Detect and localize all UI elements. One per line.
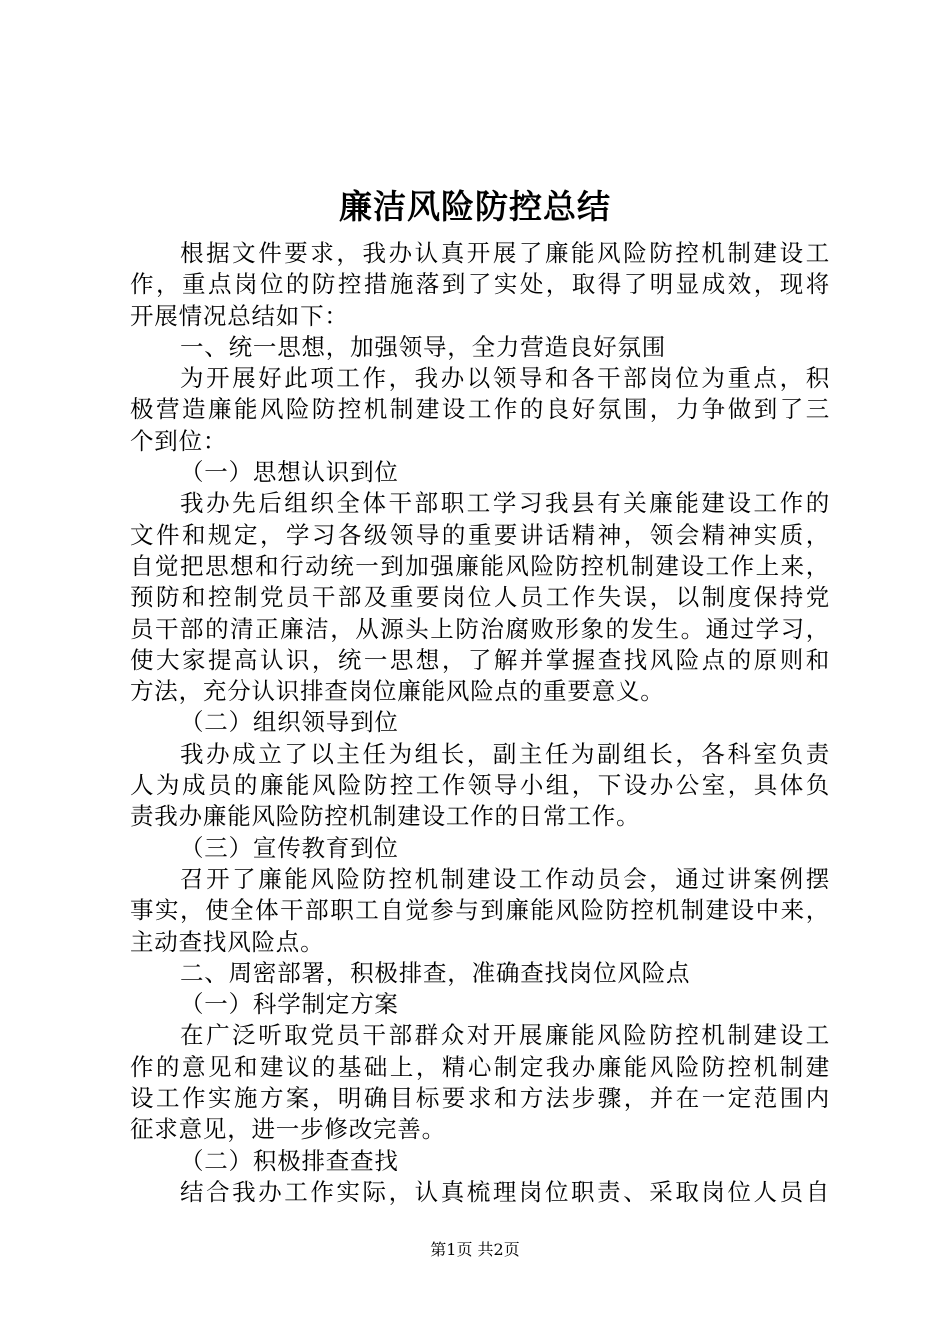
section-heading: 二、周密部署，积极排查，准确查找岗位风险点 [180, 958, 691, 987]
paragraph-line: 责我办廉能风险防控机制建设工作的日常工作。 [130, 802, 641, 831]
paragraph-line: 主动查找风险点。 [130, 927, 325, 956]
paragraph-line: 员干部的清正廉洁，从源头上防治腐败形象的发生。通过学习， [130, 614, 830, 643]
paragraph-line: 事实，使全体干部职工自觉参与到廉能风险防控机制建设中来， [130, 896, 830, 925]
paragraph-line: 为开展好此项工作，我办以领导和各干部岗位为重点，积 [180, 364, 830, 393]
subsection-heading: （三）宣传教育到位 [180, 833, 399, 862]
subsection-heading: （一）科学制定方案 [180, 990, 399, 1019]
subsection-heading: （二）积极排查查找 [180, 1146, 399, 1175]
paragraph-line: 使大家提高认识，统一思想，了解并掌握查找风险点的原则和 [130, 645, 830, 674]
paragraph-line: 设工作实施方案，明确目标要求和方法步骤，并在一定范围内 [130, 1084, 830, 1113]
paragraph-line: 我办先后组织全体干部职工学习我县有关廉能建设工作的 [180, 489, 830, 518]
paragraph-line: 结合我办工作实际，认真梳理岗位职责、采取岗位人员自 [180, 1177, 830, 1206]
paragraph-line: 个到位： [130, 426, 228, 455]
document-body [130, 238, 830, 1208]
paragraph-line: 人为成员的廉能风险防控工作领导小组，下设办公室，具体负 [130, 771, 830, 800]
paragraph-line: 文件和规定，学习各级领导的重要讲话精神，领会精神实质， [130, 520, 830, 549]
paragraph-line: 作的意见和建议的基础上，精心制定我办廉能风险防控机制建 [130, 1052, 830, 1081]
paragraph-line: 开展情况总结如下： [130, 301, 349, 330]
subsection-heading: （一）思想认识到位 [180, 458, 399, 487]
paragraph-line: 极营造廉能风险防控机制建设工作的良好氛围，力争做到了三 [130, 395, 830, 424]
paragraph-line: 征求意见，进一步修改完善。 [130, 1115, 446, 1144]
subsection-heading: （二）组织领导到位 [180, 708, 399, 737]
paragraph-line: 根据文件要求，我办认真开展了廉能风险防控机制建设工 [180, 239, 830, 267]
paragraph-line: 预防和控制党员干部及重要岗位人员工作失误，以制度保持党 [130, 583, 830, 612]
paragraph-line: 我办成立了以主任为组长，副主任为副组长，各科室负责 [180, 739, 830, 768]
paragraph-line: 在广泛听取党员干部群众对开展廉能风险防控机制建设工 [180, 1021, 830, 1050]
paragraph-line: 召开了廉能风险防控机制建设工作动员会，通过讲案例摆 [180, 864, 830, 893]
page-footer: 第1页 共2页 [430, 1240, 520, 1259]
document-title: 廉洁风险防控总结 [339, 187, 611, 226]
paragraph-line: 作，重点岗位的防控措施落到了实处，取得了明显成效，现将 [130, 270, 830, 299]
paragraph-line: 方法，充分认识排查岗位廉能风险点的重要意义。 [130, 677, 665, 706]
paragraph-line: 自觉把思想和行动统一到加强廉能风险防控机制建设工作上来， [130, 551, 830, 580]
section-heading: 一、统一思想，加强领导，全力营造良好氛围 [180, 332, 666, 361]
